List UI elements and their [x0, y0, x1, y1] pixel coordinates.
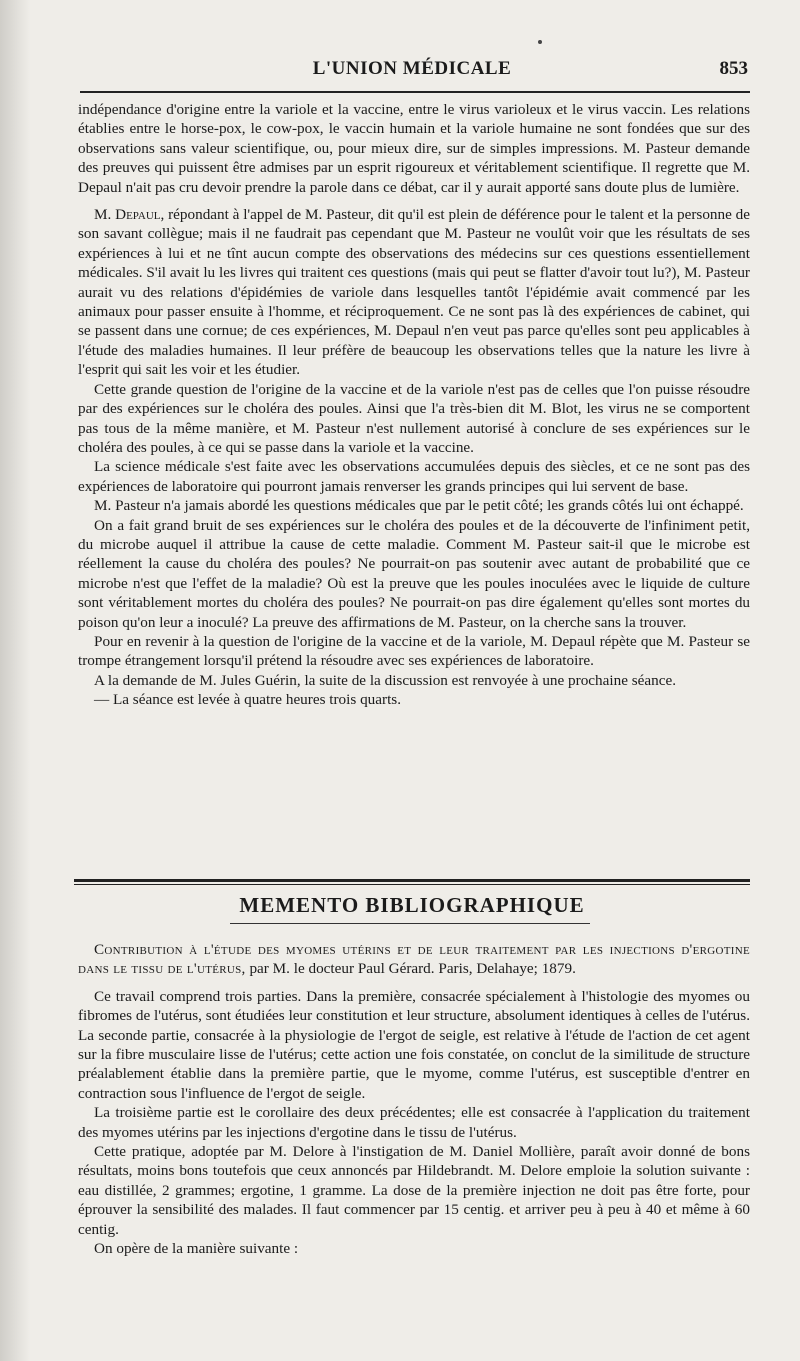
reference-details: par M. le docteur Paul Gérard. Paris, Delahaye; 1879.: [245, 960, 576, 978]
reference-title: Contribution à l'étude des myomes utérins et de leur traitement par les injections d'ergotine dans le tissu de l'utérus,: [78, 941, 750, 978]
page-number: 853: [719, 58, 748, 79]
header-rule: [80, 91, 750, 93]
reference-entry: [78, 940, 750, 979]
journal-title: L'UNION MÉDICALE: [312, 58, 512, 79]
paragraph: La troisième partie est le corollaire des deux précédentes; elle est consacrée à l'application du traitement des myomes utérins par les injections d'ergotine dans le tissu de l'utérus.: [78, 1104, 750, 1141]
closing-line: — La séance est levée à quatre heures trois quarts.: [94, 691, 401, 709]
paragraph: Cette grande question de l'origine de la vaccine et de la variole n'est pas de celles que l'on puisse résoudre par des expériences sur le choléra des poules. Ainsi que l'a très-bien dit M. Blot, les virus ne se comportent pas tous de la même manière, et M. Pasteur n'est nullement autorisé à conclure de ses expériences sur le choléra des poules, à ce qui se passe dans la variole et la vaccine.: [78, 380, 750, 456]
title-underline: [230, 923, 590, 924]
paragraph-depaul: [78, 205, 750, 380]
paragraph: Cette pratique, adoptée par M. Delore à l'instigation de M. Daniel Mollière, paraît avoir donné de bons résultats, moins bons toutefois que ceux annoncés par Hildebrandt. M. Delore emploie la solution suivante : eau distillée, 2 grammes; ergotine, 1 gramme. La dose de la première injection ne doit pas être forte, pour éprouver la sensibilité des malades. Il faut commencer par 15 centig. et arriver peu à peu à 40 et même à 60 centig.: [78, 1143, 750, 1238]
ink-speck: [538, 40, 542, 44]
running-header: [76, 58, 748, 86]
paragraph: Pour en revenir à la question de l'origine de la vaccine et de la variole, M. Depaul répète que M. Pasteur se trompe étrangement lorsqu'il prétend la résoudre avec ses expériences de laboratoire.: [78, 632, 750, 670]
paragraph: M. Pasteur n'a jamais abordé les questions médicales que par le petit côté; les grands côtés lui ont échappé.: [94, 497, 744, 515]
section-title: MEMENTO BIBLIOGRAPHIQUE: [239, 893, 585, 917]
discussion-text: [78, 100, 750, 710]
speaker-name: M. Depaul,: [94, 206, 165, 224]
paragraph: A la demande de M. Jules Guérin, la suite de la discussion est renvoyée à une prochaine séance.: [94, 671, 676, 689]
paragraph: On a fait grand bruit de ses expériences sur le choléra des poules et de la découverte de l'infiniment petit, du microbe auquel il attribue la cause de cette maladie. Comment M. Pasteur sait-il que le microbe est réellement la cause du choléra des poules? Ne pourrait-on pas soutenir avec autant de probabilité que ce microbe n'est que l'effet de la maladie? Où est la preuve que les poules inoculées avec le liquide de culture sont véritablement mortes du choléra des poules? Ne pourrait-on pas dire également qu'elles sont mortes du poison qu'on leur a inoculé? La preuve des affirmations de M. Pasteur, on la cherche sans la trouver.: [78, 516, 750, 631]
paragraph: La science médicale s'est faite avec les observations accumulées depuis des siècles, et ce ne sont pas des expériences de laboratoire qui pourront jamais renverser les grands principes qui lui servent de base.: [78, 458, 750, 495]
section-divider: [74, 879, 750, 885]
paragraph-text: répondant à l'appel de M. Pasteur, dit qu'il est plein de déférence pour le talent et la personne de son savant collègue; mais il ne faudrait pas cependant que M. Pasteur ne voulût voir que les résultats de ses expériences à lui et ne tînt aucun compte des observations des médecins sur ces questions essentiellement médicales. S'il avait lu les livres qui traitent ces questions (mais qui peut se flatter d'avoir tout lu?), M. Pasteur aurait vu des relations d'épidémies de variole dans lesquelles tantôt l'épidémie avait commencé par les animaux pour passer ensuite à l'homme, et réciproquement. Ce ne sont pas là des expériences de cabinet, qui se passent dans une cornue; de ces expériences, M. Depaul n'en veut pas parce qu'elles sont peu applicables à l'étude des maladies humaines. Il leur préfère de beaucoup les observations telles que la nature les livre à l'esprit qui sait les voir et les étudier.: [78, 206, 750, 379]
paragraph: indépendance d'origine entre la variole et la vaccine, entre le virus varioleux et le virus vaccin. Les relations établies entre le horse-pox, le cow-pox, le vaccin humain et la variole humaine ne sont fondées que sur des observations sans valeur scientifique, ou, pour mieux dire, sur de simples impressions. M. Pasteur demande des preuves qui puissent être admises par un esprit rigoureux et véritablement scientifique. Il regrette que M. Depaul n'ait pas cru devoir prendre la parole dans ce débat, car il y aurait apporté sans doute plus de lumière.: [78, 101, 750, 196]
paragraph: On opère de la manière suivante :: [94, 1240, 299, 1258]
bibliography-text: [78, 940, 750, 1259]
scan-edge: [0, 0, 30, 1361]
paragraph: Ce travail comprend trois parties. Dans la première, consacrée spécialement à l'histologie des myomes ou fibromes de l'utérus, sont étudiées leur constitution et leur structure, absolument identiques à celles de l'utérus. La seconde partie, consacrée à la physiologie de l'ergot de seigle, est relative à l'étude de l'action de cet agent sur la fibre musculaire lisse de l'utérus; cette action une fois constatée, on conclut de la similitude de structure préalablement établie dans la première partie, que le myome, comme l'utérus, est susceptible d'entrer en contraction sous l'influence de l'ergot de seigle.: [78, 987, 750, 1102]
